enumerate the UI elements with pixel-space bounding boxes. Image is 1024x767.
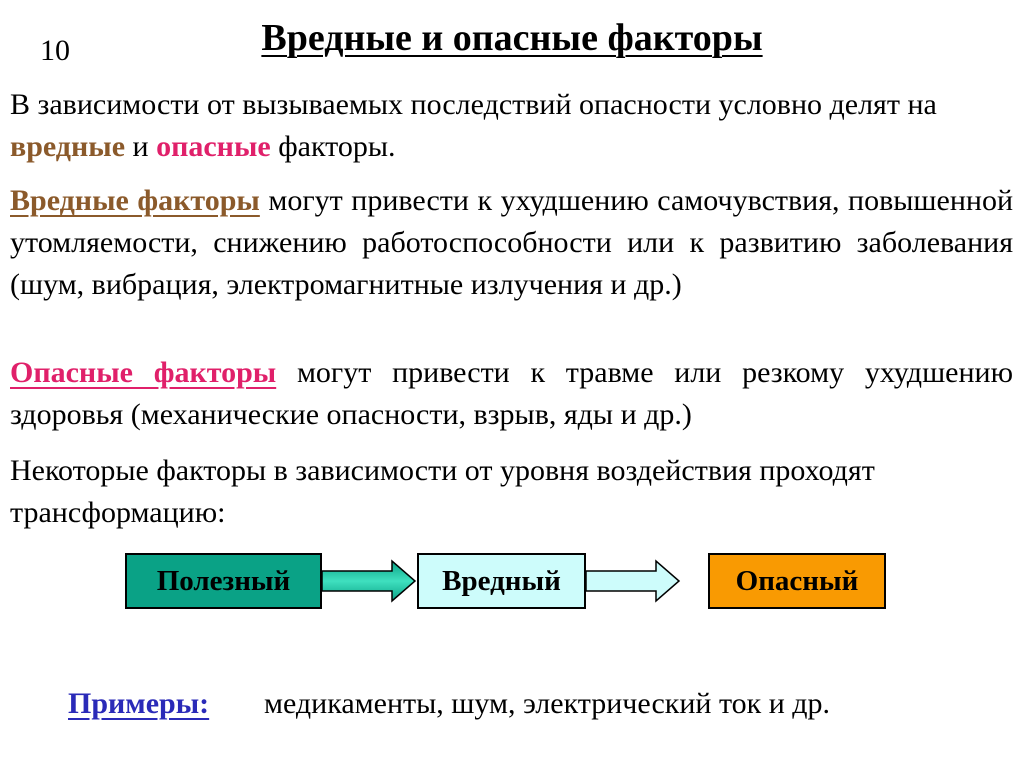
intro-paragraph — [10, 84, 1013, 168]
harmful-factors-paragraph — [10, 180, 1013, 306]
intro-text-3: факторы. — [270, 130, 396, 163]
transformation-paragraph: Некоторые факторы в зависимости от уровня воздействия проходят трансформацию: — [10, 454, 875, 529]
flow-box-useful: Полезный — [125, 553, 322, 609]
dangerous-factors-term: Опасные факторы — [10, 356, 277, 389]
intro-text-2: и — [125, 130, 157, 163]
flow-box-harmful: Вредный — [417, 553, 586, 609]
page-title: Вредные и опасные факторы — [261, 17, 763, 59]
dangerous-factors-text: могут привести к травме или резкому ухудшению здоровья (механические опасности, взрыв, яды и др.) — [10, 356, 1014, 431]
flow-arrow-right-icon — [586, 559, 681, 603]
harmful-factors-text: могут привести к ухудшению самочувствия, повышенной утомляемости, снижению работоспособности или к развитию заболевания (шум, вибрация, электромагнитные излучения и др.) — [10, 184, 1013, 301]
intro-text-1: В зависимости от вызываемых последствий опасности условно делят на — [10, 88, 937, 121]
slide-number: 10 — [40, 34, 70, 67]
intro-dangerous-word: опасные — [156, 130, 271, 163]
examples-label: Примеры: — [68, 687, 210, 720]
harmful-factors-term: Вредные факторы — [10, 184, 260, 217]
flow-arrow-right-icon — [322, 559, 417, 603]
dangerous-factors-paragraph — [10, 352, 1013, 436]
intro-harmful-word: вредные — [10, 130, 126, 163]
flow-box-dangerous: Опасный — [708, 553, 886, 609]
examples-text: медикаменты, шум, электрический ток и др. — [264, 687, 831, 720]
